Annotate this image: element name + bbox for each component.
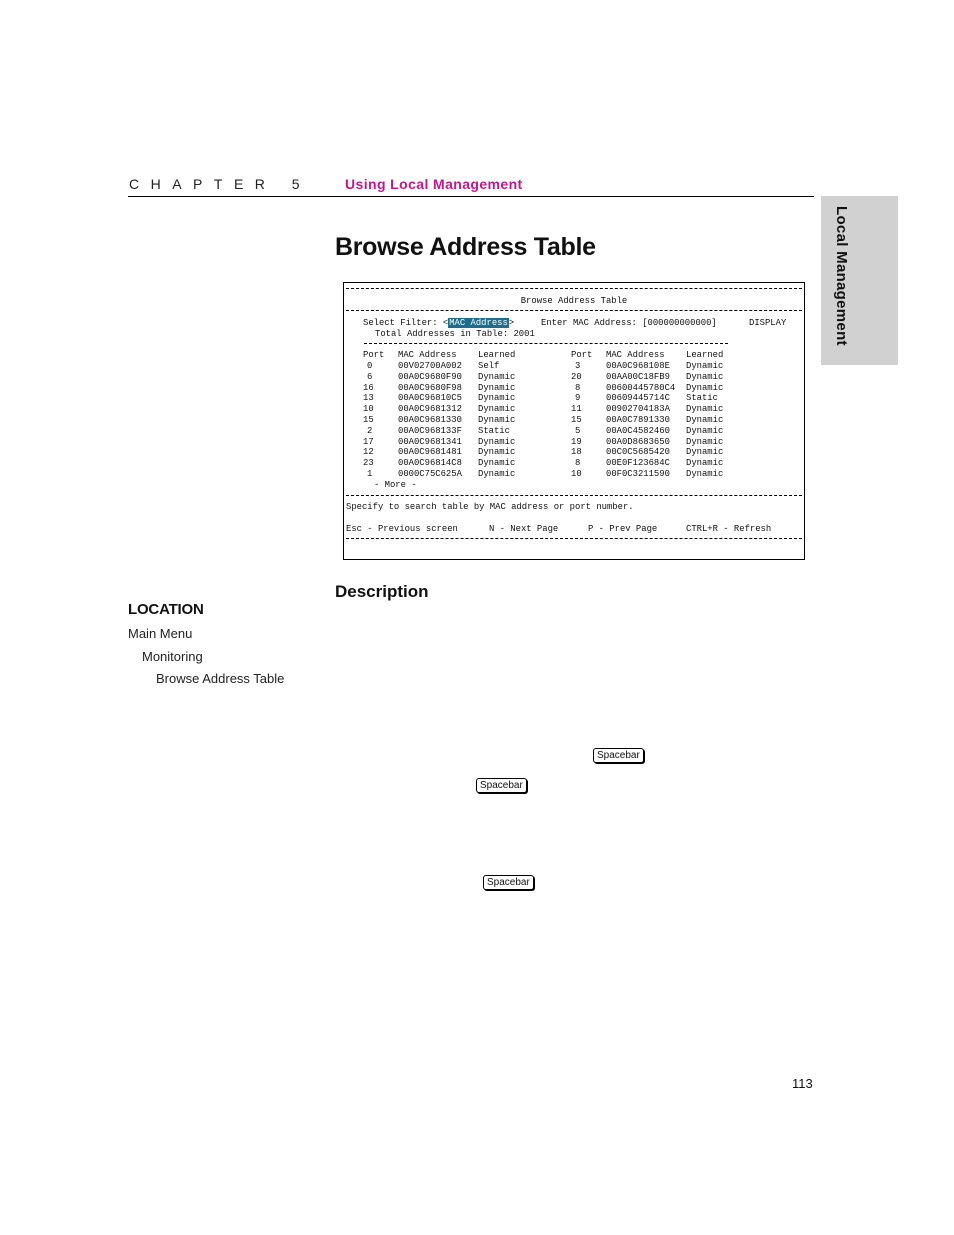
table-cell-mac: 00600445780C4	[606, 382, 676, 393]
table-cell-mac: 00A0C9680F90	[398, 371, 462, 382]
table-cell-mac: 00A0C9681341	[398, 436, 462, 447]
filter-label: Select Filter: <	[363, 318, 449, 328]
table-cell-port: 11	[571, 404, 582, 415]
table-cell-port: 3	[575, 361, 581, 371]
table-cell-mac: 00A0C4582460	[606, 425, 670, 436]
table-cell-learned: Static	[686, 393, 718, 404]
side-tab	[821, 196, 898, 365]
table-cell-learned: Dynamic	[686, 415, 724, 425]
col-header-learned: Learned	[686, 350, 724, 360]
table-cell-learned: Dynamic	[686, 469, 724, 479]
table-cell-port: 12	[363, 447, 374, 458]
table-cell-port: 20	[571, 371, 582, 382]
table-cell-mac: 00A0C968108E	[606, 361, 670, 371]
table-cell-learned: Dynamic	[478, 458, 516, 469]
chapter-title: Using Local Management	[345, 176, 523, 192]
table-cell-port: 8	[575, 458, 581, 469]
table-cell-port: 9	[575, 393, 581, 404]
table-cell-mac: 00A0C9681330	[398, 415, 462, 425]
table-cell-mac: 00A0C7891330	[606, 415, 670, 425]
table-cell-port: 15	[571, 415, 582, 425]
table-cell-mac: 00F0C3211590	[606, 469, 670, 479]
command-escape[interactable]: Esc - Previous screen	[346, 524, 458, 534]
spacebar-key-icon: Spacebar	[593, 748, 644, 763]
mac-address-input[interactable]: Enter MAC Address: [000000000000]	[541, 318, 717, 328]
table-cell-port: 0	[367, 361, 373, 371]
table-cell-mac: 00A0D8683650	[606, 436, 670, 447]
table-cell-learned: Dynamic	[478, 393, 516, 404]
table-cell-port: 6	[367, 371, 373, 382]
table-cell-learned: Dynamic	[686, 425, 724, 436]
terminal-title: Browse Address Table	[520, 296, 628, 306]
terminal-rule	[364, 343, 728, 344]
table-cell-port: 5	[575, 425, 581, 436]
spacebar-key-icon: Spacebar	[483, 875, 534, 890]
table-cell-port: 10	[363, 404, 374, 415]
table-cell-port: 18	[571, 447, 582, 458]
terminal-rule	[346, 495, 802, 496]
spacebar-key-icon: Spacebar	[476, 778, 527, 793]
table-cell-mac: 00A0C96810C5	[398, 393, 462, 404]
table-cell-mac: 00902704183A	[606, 404, 670, 415]
table-cell-port: 1	[367, 469, 373, 479]
command-next-page[interactable]: N - Next Page	[489, 524, 559, 534]
table-cell-port: 15	[363, 415, 374, 425]
table-cell-learned: Dynamic	[686, 447, 724, 458]
command-prev-page[interactable]: P - Prev Page	[588, 524, 658, 534]
terminal-rule	[346, 288, 802, 289]
table-cell-mac: 00C0C5685420	[606, 447, 670, 458]
table-cell-mac: 0000C75C625A	[398, 469, 462, 479]
description-heading: Description	[335, 582, 429, 601]
terminal-rule	[346, 538, 802, 539]
table-cell-mac: 00A0C9680F98	[398, 382, 462, 393]
table-cell-port: 13	[363, 393, 374, 404]
table-cell-port: 2	[367, 425, 373, 436]
table-cell-learned: Dynamic	[478, 415, 516, 425]
col-header-port: Port	[571, 350, 593, 360]
table-cell-learned: Dynamic	[686, 404, 724, 415]
col-header-mac: MAC Address	[606, 350, 665, 360]
header-rule	[128, 196, 814, 197]
chapter-label: CHAPTER 5	[129, 176, 312, 192]
table-cell-port: 23	[363, 458, 374, 469]
total-addresses: Total Addresses in Table: 2001	[375, 329, 535, 339]
table-cell-port: 17	[363, 436, 374, 447]
table-cell-port: 19	[571, 436, 582, 447]
table-cell-mac: 00A0C968133F	[398, 425, 462, 436]
table-cell-mac: 00V02700A002	[398, 361, 462, 371]
side-tab-label: Local Management	[833, 206, 850, 346]
location-main-menu: Main Menu	[128, 626, 193, 641]
table-cell-port: 16	[363, 382, 374, 393]
col-header-mac: MAC Address	[398, 350, 457, 360]
instructions: Specify to search table by MAC address or port number.	[346, 502, 634, 512]
table-cell-learned: Dynamic	[478, 382, 516, 393]
table-cell-learned: Dynamic	[686, 436, 724, 447]
terminal-screen	[343, 282, 805, 560]
table-cell-mac: 00E0F123684C	[606, 458, 670, 469]
display-option[interactable]: DISPLAY	[749, 318, 787, 328]
table-cell-learned: Self	[478, 361, 500, 371]
location-monitoring: Monitoring	[142, 649, 203, 664]
command-refresh[interactable]: CTRL+R - Refresh	[686, 524, 772, 534]
filter-select[interactable]: MAC Address	[449, 318, 508, 328]
table-cell-learned: Dynamic	[478, 469, 516, 479]
table-cell-mac: 00A0C9681481	[398, 447, 462, 458]
table-cell-learned: Static	[478, 425, 510, 436]
table-cell-learned: Dynamic	[478, 447, 516, 458]
table-cell-mac: 00AA00C18FB9	[606, 371, 670, 382]
table-cell-learned: Dynamic	[686, 361, 724, 371]
table-cell-mac: 00A0C9681312	[398, 404, 462, 415]
table-cell-port: 10	[571, 469, 582, 479]
page-title: Browse Address Table	[335, 233, 596, 261]
table-cell-port: 8	[575, 382, 581, 393]
table-cell-learned: Dynamic	[686, 458, 724, 469]
col-header-learned: Learned	[478, 350, 516, 360]
filter-close: >	[508, 318, 515, 328]
table-cell-learned: Dynamic	[686, 382, 724, 393]
table-cell-mac: 00A0C96814C8	[398, 458, 462, 469]
col-header-port: Port	[363, 350, 385, 360]
table-cell-learned: Dynamic	[478, 404, 516, 415]
location-heading: LOCATION	[128, 601, 204, 618]
table-cell-learned: Dynamic	[478, 371, 516, 382]
filter-row	[363, 318, 514, 329]
table-cell-learned: Dynamic	[686, 371, 724, 382]
terminal-rule	[346, 310, 802, 311]
more-indicator[interactable]: - More -	[374, 480, 417, 490]
page-number: 113	[792, 1076, 813, 1091]
table-cell-mac: 00609445714C	[606, 393, 670, 404]
location-browse-address-table: Browse Address Table	[156, 671, 285, 686]
table-cell-learned: Dynamic	[478, 436, 516, 447]
